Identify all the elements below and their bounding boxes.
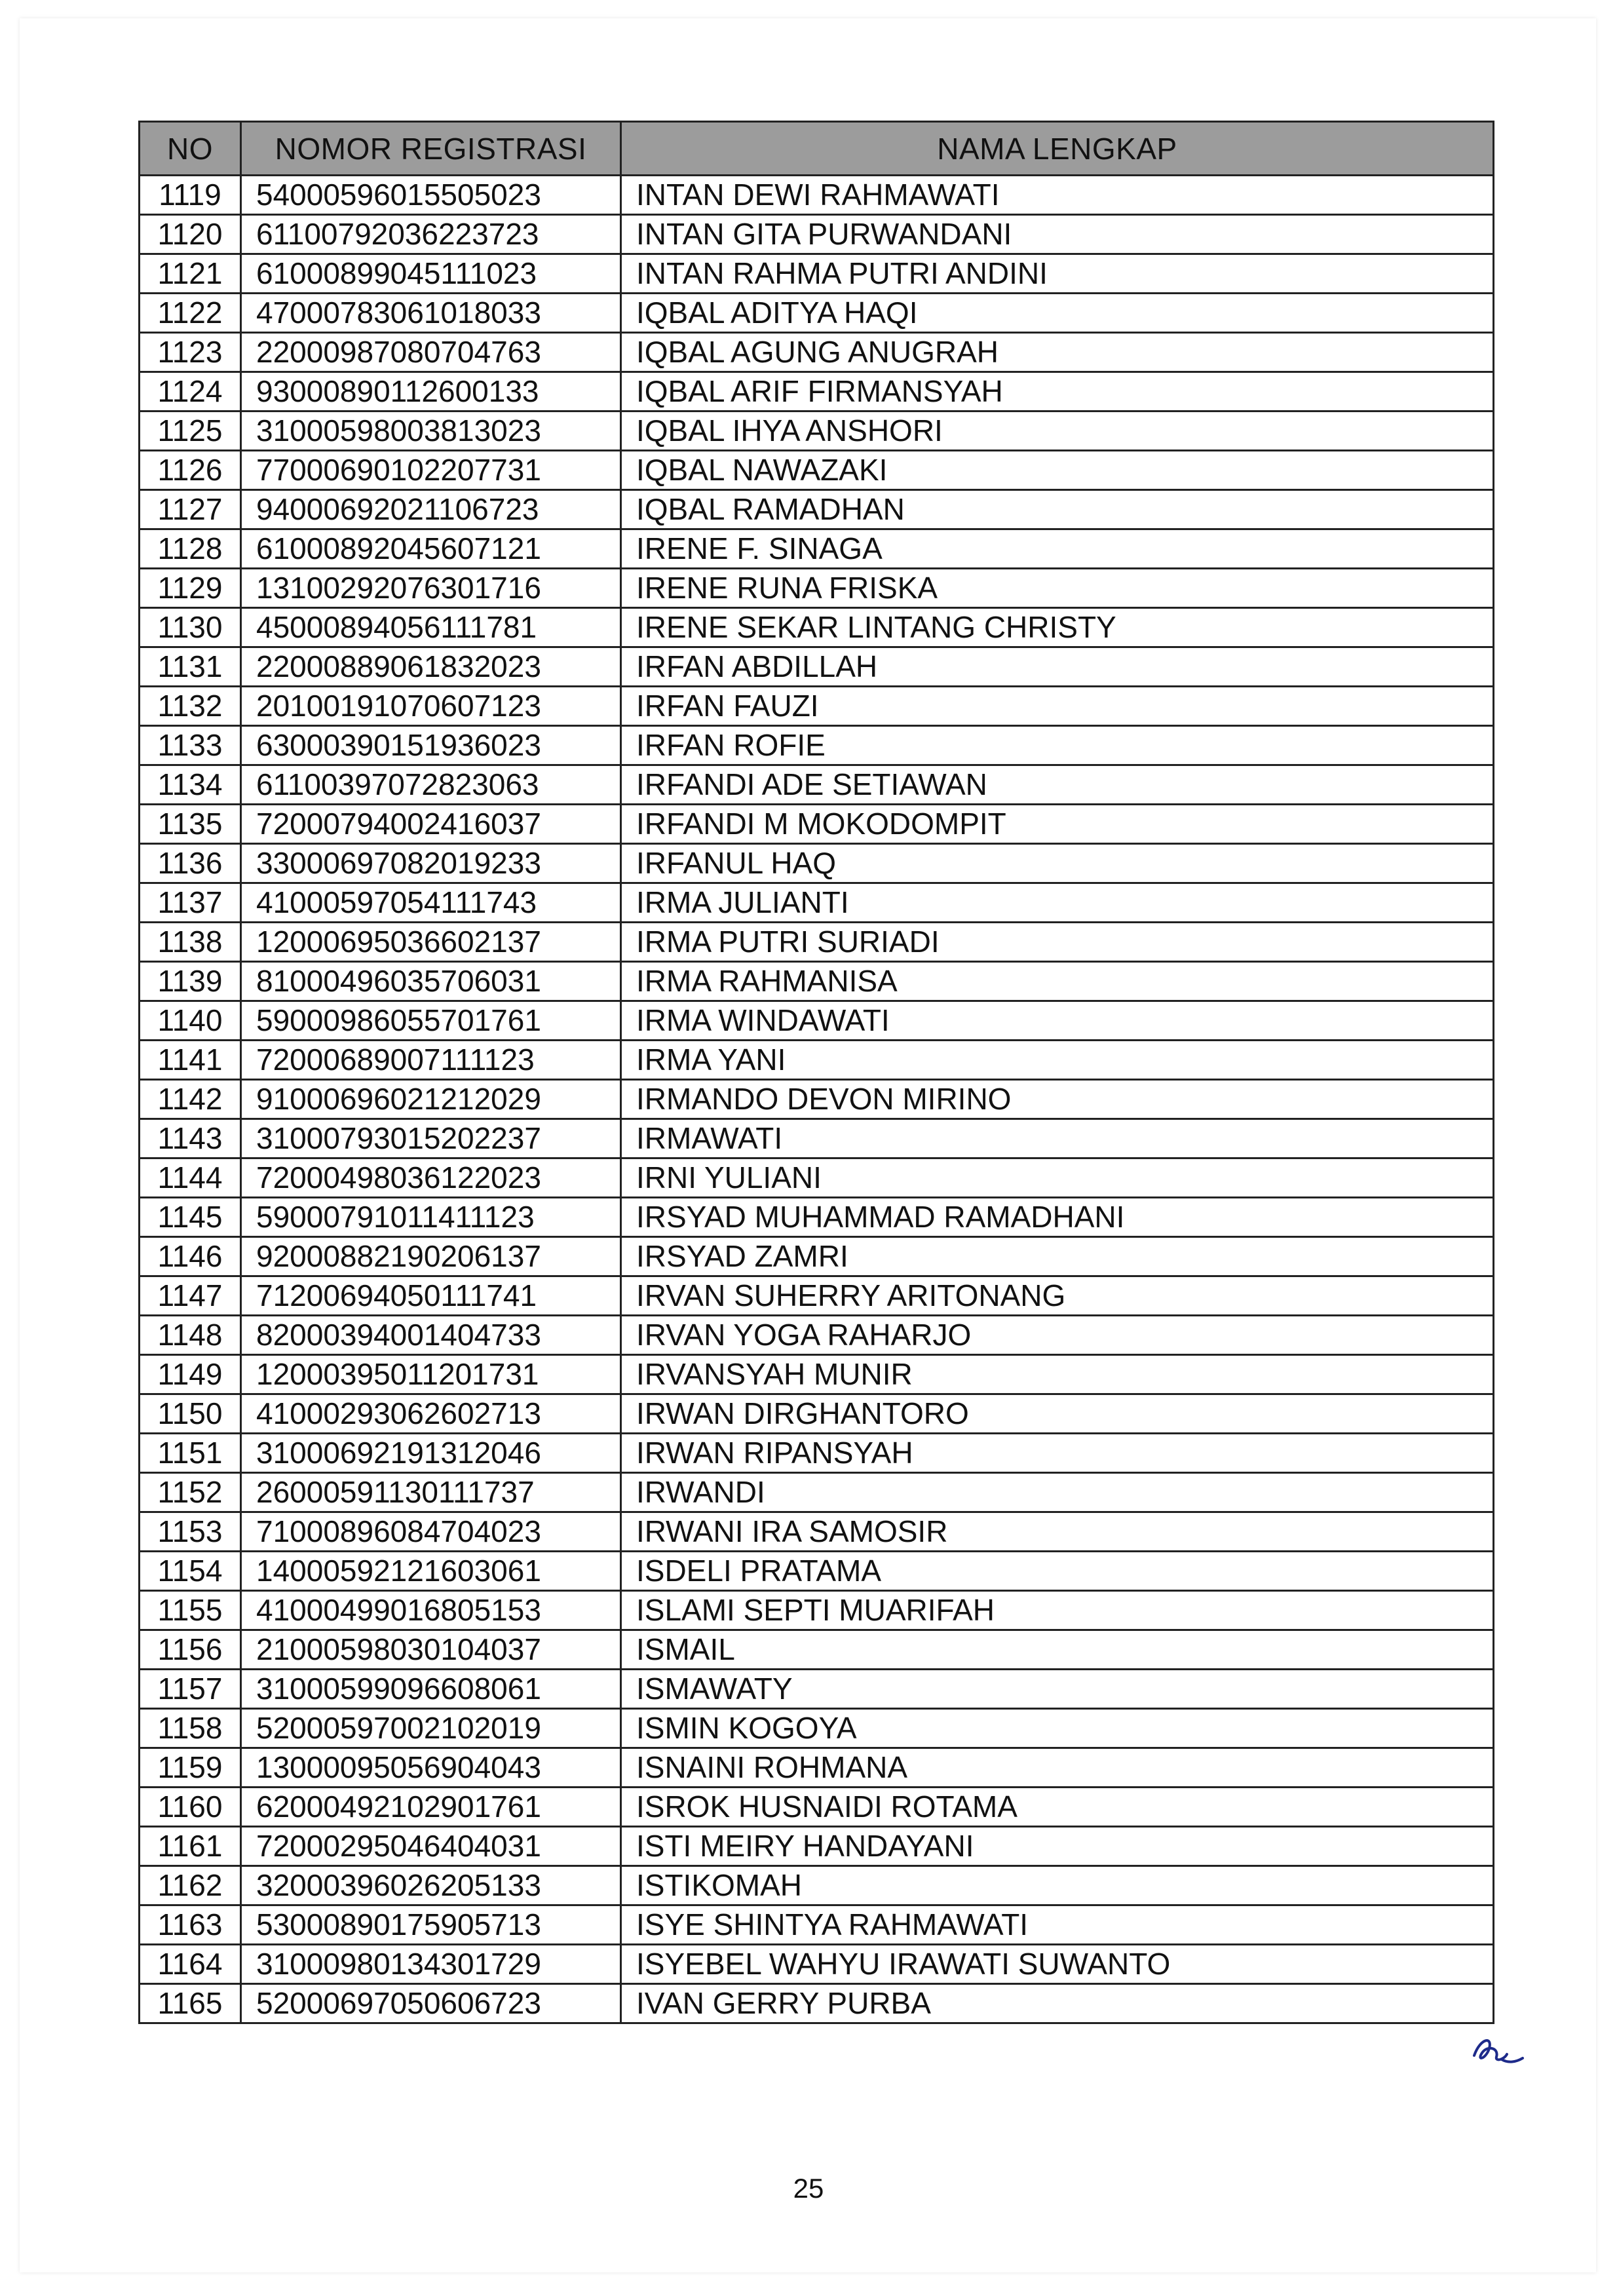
table-row bbox=[140, 923, 1494, 962]
full-name: IQBAL ADITYA HAQI bbox=[621, 294, 1494, 333]
table-row bbox=[140, 687, 1494, 726]
table-row bbox=[140, 1080, 1494, 1119]
registration-number: 53000890175905713 bbox=[241, 1905, 621, 1945]
table-row bbox=[140, 1316, 1494, 1355]
registration-number: 22000889061832023 bbox=[241, 647, 621, 687]
row-number: 1157 bbox=[140, 1670, 241, 1709]
row-number: 1132 bbox=[140, 687, 241, 726]
registration-number: 12000395011201731 bbox=[241, 1355, 621, 1394]
row-number: 1146 bbox=[140, 1237, 241, 1276]
table-row bbox=[140, 490, 1494, 529]
full-name: ISTI MEIRY HANDAYANI bbox=[621, 1827, 1494, 1866]
full-name: INTAN DEWI RAHMAWATI bbox=[621, 176, 1494, 215]
full-name: ISTIKOMAH bbox=[621, 1866, 1494, 1905]
table-row bbox=[140, 451, 1494, 490]
full-name: ISLAMI SEPTI MUARIFAH bbox=[621, 1591, 1494, 1630]
row-number: 1153 bbox=[140, 1512, 241, 1552]
table-row bbox=[140, 569, 1494, 608]
table-row bbox=[140, 1866, 1494, 1905]
registration-number: 72000295046404031 bbox=[241, 1827, 621, 1866]
row-number: 1139 bbox=[140, 962, 241, 1001]
row-number: 1126 bbox=[140, 451, 241, 490]
table-row bbox=[140, 1276, 1494, 1316]
registration-number: 72000794002416037 bbox=[241, 805, 621, 844]
registration-number: 72000689007111123 bbox=[241, 1041, 621, 1080]
registration-number: 61000899045111023 bbox=[241, 254, 621, 294]
table-row bbox=[140, 215, 1494, 254]
row-number: 1161 bbox=[140, 1827, 241, 1866]
full-name: INTAN GITA PURWANDANI bbox=[621, 215, 1494, 254]
row-number: 1131 bbox=[140, 647, 241, 687]
full-name: INTAN RAHMA PUTRI ANDINI bbox=[621, 254, 1494, 294]
registration-number: 32000396026205133 bbox=[241, 1866, 621, 1905]
table-row bbox=[140, 1788, 1494, 1827]
registration-number: 41000293062602713 bbox=[241, 1394, 621, 1434]
table-row bbox=[140, 1512, 1494, 1552]
header-registration-number: NOMOR REGISTRASI bbox=[241, 122, 621, 176]
table-row bbox=[140, 1158, 1494, 1198]
table-row bbox=[140, 333, 1494, 372]
registration-number: 13000095056904043 bbox=[241, 1748, 621, 1788]
full-name: IRENE RUNA FRISKA bbox=[621, 569, 1494, 608]
registration-number: 92000882190206137 bbox=[241, 1237, 621, 1276]
full-name: IRENE SEKAR LINTANG CHRISTY bbox=[621, 608, 1494, 647]
table-row bbox=[140, 1119, 1494, 1158]
table-row bbox=[140, 1434, 1494, 1473]
registration-number: 54000596015505023 bbox=[241, 176, 621, 215]
row-number: 1140 bbox=[140, 1001, 241, 1041]
registration-number: 94000692021106723 bbox=[241, 490, 621, 529]
table-row bbox=[140, 726, 1494, 765]
full-name: IRWAN DIRGHANTORO bbox=[621, 1394, 1494, 1434]
full-name: IRMA RAHMANISA bbox=[621, 962, 1494, 1001]
full-name: IVAN GERRY PURBA bbox=[621, 1984, 1494, 2023]
table-row bbox=[140, 1355, 1494, 1394]
registration-number: 13100292076301716 bbox=[241, 569, 621, 608]
full-name: IRENE F. SINAGA bbox=[621, 529, 1494, 569]
row-number: 1156 bbox=[140, 1630, 241, 1670]
registration-number: 72000498036122023 bbox=[241, 1158, 621, 1198]
full-name: IRWANDI bbox=[621, 1473, 1494, 1512]
registration-number: 52000597002102019 bbox=[241, 1709, 621, 1748]
table-row bbox=[140, 1630, 1494, 1670]
registration-number: 21000598030104037 bbox=[241, 1630, 621, 1670]
full-name: IRMA WINDAWATI bbox=[621, 1001, 1494, 1041]
registration-number: 71000896084704023 bbox=[241, 1512, 621, 1552]
registration-number: 12000695036602137 bbox=[241, 923, 621, 962]
table-row bbox=[140, 1552, 1494, 1591]
full-name: ISYE SHINTYA RAHMAWATI bbox=[621, 1905, 1494, 1945]
table-row bbox=[140, 1984, 1494, 2023]
row-number: 1162 bbox=[140, 1866, 241, 1905]
full-name: IQBAL IHYA ANSHORI bbox=[621, 411, 1494, 451]
row-number: 1123 bbox=[140, 333, 241, 372]
table-row bbox=[140, 1001, 1494, 1041]
table-body bbox=[140, 176, 1494, 2023]
table-row bbox=[140, 176, 1494, 215]
row-number: 1155 bbox=[140, 1591, 241, 1630]
table-row bbox=[140, 1591, 1494, 1630]
table-row bbox=[140, 962, 1494, 1001]
row-number: 1143 bbox=[140, 1119, 241, 1158]
full-name: IQBAL AGUNG ANUGRAH bbox=[621, 333, 1494, 372]
registration-number: 61100397072823063 bbox=[241, 765, 621, 805]
registration-number: 52000697050606723 bbox=[241, 1984, 621, 2023]
full-name: IRFANDI M MOKODOMPIT bbox=[621, 805, 1494, 844]
row-number: 1122 bbox=[140, 294, 241, 333]
registration-number: 91000696021212029 bbox=[241, 1080, 621, 1119]
full-name: IRFAN ROFIE bbox=[621, 726, 1494, 765]
registration-number: 77000690102207731 bbox=[241, 451, 621, 490]
row-number: 1124 bbox=[140, 372, 241, 411]
table-row bbox=[140, 1709, 1494, 1748]
row-number: 1120 bbox=[140, 215, 241, 254]
registration-number: 61100792036223723 bbox=[241, 215, 621, 254]
registration-number: 82000394001404733 bbox=[241, 1316, 621, 1355]
header-no: NO bbox=[140, 122, 241, 176]
full-name: IRWAN RIPANSYAH bbox=[621, 1434, 1494, 1473]
row-number: 1159 bbox=[140, 1748, 241, 1788]
registration-number: 14000592121603061 bbox=[241, 1552, 621, 1591]
header-full-name: NAMA LENGKAP bbox=[621, 122, 1494, 176]
full-name: IRNI YULIANI bbox=[621, 1158, 1494, 1198]
registration-number: 31000980134301729 bbox=[241, 1945, 621, 1984]
registration-number: 59000986055701761 bbox=[241, 1001, 621, 1041]
registration-table bbox=[138, 121, 1494, 2024]
table-row bbox=[140, 805, 1494, 844]
full-name: IRFANUL HAQ bbox=[621, 844, 1494, 883]
full-name: IQBAL RAMADHAN bbox=[621, 490, 1494, 529]
full-name: IRVAN SUHERRY ARITONANG bbox=[621, 1276, 1494, 1316]
table-row bbox=[140, 765, 1494, 805]
full-name: IQBAL ARIF FIRMANSYAH bbox=[621, 372, 1494, 411]
registration-number: 26000591130111737 bbox=[241, 1473, 621, 1512]
registration-number: 20100191070607123 bbox=[241, 687, 621, 726]
registration-number: 22000987080704763 bbox=[241, 333, 621, 372]
row-number: 1154 bbox=[140, 1552, 241, 1591]
full-name: IRMA JULIANTI bbox=[621, 883, 1494, 923]
handwritten-initial-icon bbox=[1468, 2031, 1527, 2070]
full-name: ISMAWATY bbox=[621, 1670, 1494, 1709]
full-name: IRMA YANI bbox=[621, 1041, 1494, 1080]
table-row bbox=[140, 1237, 1494, 1276]
registration-number: 59000791011411123 bbox=[241, 1198, 621, 1237]
row-number: 1125 bbox=[140, 411, 241, 451]
full-name: ISNAINI ROHMANA bbox=[621, 1748, 1494, 1788]
table-row bbox=[140, 647, 1494, 687]
page-number: 25 bbox=[793, 2173, 824, 2204]
table-row bbox=[140, 1394, 1494, 1434]
row-number: 1158 bbox=[140, 1709, 241, 1748]
row-number: 1142 bbox=[140, 1080, 241, 1119]
full-name: ISROK HUSNAIDI ROTAMA bbox=[621, 1788, 1494, 1827]
table-row bbox=[140, 1198, 1494, 1237]
full-name: IRWANI IRA SAMOSIR bbox=[621, 1512, 1494, 1552]
table-row bbox=[140, 1473, 1494, 1512]
registration-number: 45000894056111781 bbox=[241, 608, 621, 647]
table-row bbox=[140, 1670, 1494, 1709]
table-row bbox=[140, 411, 1494, 451]
registration-number: 41000597054111743 bbox=[241, 883, 621, 923]
table-row bbox=[140, 1905, 1494, 1945]
registration-number: 33000697082019233 bbox=[241, 844, 621, 883]
full-name: IRSYAD ZAMRI bbox=[621, 1237, 1494, 1276]
full-name: IRMAWATI bbox=[621, 1119, 1494, 1158]
row-number: 1145 bbox=[140, 1198, 241, 1237]
row-number: 1152 bbox=[140, 1473, 241, 1512]
row-number: 1137 bbox=[140, 883, 241, 923]
full-name: IRVAN YOGA RAHARJO bbox=[621, 1316, 1494, 1355]
table-row bbox=[140, 1041, 1494, 1080]
full-name: ISMAIL bbox=[621, 1630, 1494, 1670]
table-row bbox=[140, 883, 1494, 923]
registration-number: 31000599096608061 bbox=[241, 1670, 621, 1709]
row-number: 1138 bbox=[140, 923, 241, 962]
row-number: 1135 bbox=[140, 805, 241, 844]
registration-number: 31000598003813023 bbox=[241, 411, 621, 451]
row-number: 1133 bbox=[140, 726, 241, 765]
row-number: 1163 bbox=[140, 1905, 241, 1945]
row-number: 1136 bbox=[140, 844, 241, 883]
row-number: 1130 bbox=[140, 608, 241, 647]
registration-number: 71200694050111741 bbox=[241, 1276, 621, 1316]
row-number: 1165 bbox=[140, 1984, 241, 2023]
table-row bbox=[140, 1748, 1494, 1788]
full-name: IRMA PUTRI SURIADI bbox=[621, 923, 1494, 962]
table-header-row bbox=[140, 122, 1494, 176]
table-row bbox=[140, 529, 1494, 569]
row-number: 1149 bbox=[140, 1355, 241, 1394]
row-number: 1147 bbox=[140, 1276, 241, 1316]
full-name: ISYEBEL WAHYU IRAWATI SUWANTO bbox=[621, 1945, 1494, 1984]
row-number: 1121 bbox=[140, 254, 241, 294]
row-number: 1129 bbox=[140, 569, 241, 608]
table-row bbox=[140, 844, 1494, 883]
registration-number: 81000496035706031 bbox=[241, 962, 621, 1001]
full-name: IRVANSYAH MUNIR bbox=[621, 1355, 1494, 1394]
table-row bbox=[140, 372, 1494, 411]
full-name: ISMIN KOGOYA bbox=[621, 1709, 1494, 1748]
full-name: IRFAN ABDILLAH bbox=[621, 647, 1494, 687]
table-row bbox=[140, 608, 1494, 647]
full-name: IQBAL NAWAZAKI bbox=[621, 451, 1494, 490]
row-number: 1127 bbox=[140, 490, 241, 529]
registration-number: 63000390151936023 bbox=[241, 726, 621, 765]
full-name: IRFAN FAUZI bbox=[621, 687, 1494, 726]
table-row bbox=[140, 294, 1494, 333]
table-row bbox=[140, 254, 1494, 294]
row-number: 1134 bbox=[140, 765, 241, 805]
registration-number: 61000892045607121 bbox=[241, 529, 621, 569]
registration-number: 62000492102901761 bbox=[241, 1788, 621, 1827]
row-number: 1160 bbox=[140, 1788, 241, 1827]
table-row bbox=[140, 1827, 1494, 1866]
row-number: 1141 bbox=[140, 1041, 241, 1080]
row-number: 1128 bbox=[140, 529, 241, 569]
row-number: 1164 bbox=[140, 1945, 241, 1984]
full-name: IRSYAD MUHAMMAD RAMADHANI bbox=[621, 1198, 1494, 1237]
row-number: 1148 bbox=[140, 1316, 241, 1355]
registration-number: 31000793015202237 bbox=[241, 1119, 621, 1158]
registration-number: 31000692191312046 bbox=[241, 1434, 621, 1473]
row-number: 1119 bbox=[140, 176, 241, 215]
registration-number: 47000783061018033 bbox=[241, 294, 621, 333]
full-name: ISDELI PRATAMA bbox=[621, 1552, 1494, 1591]
row-number: 1150 bbox=[140, 1394, 241, 1434]
registration-number: 41000499016805153 bbox=[241, 1591, 621, 1630]
full-name: IRMANDO DEVON MIRINO bbox=[621, 1080, 1494, 1119]
table-row bbox=[140, 1945, 1494, 1984]
row-number: 1144 bbox=[140, 1158, 241, 1198]
registration-number: 93000890112600133 bbox=[241, 372, 621, 411]
row-number: 1151 bbox=[140, 1434, 241, 1473]
full-name: IRFANDI ADE SETIAWAN bbox=[621, 765, 1494, 805]
